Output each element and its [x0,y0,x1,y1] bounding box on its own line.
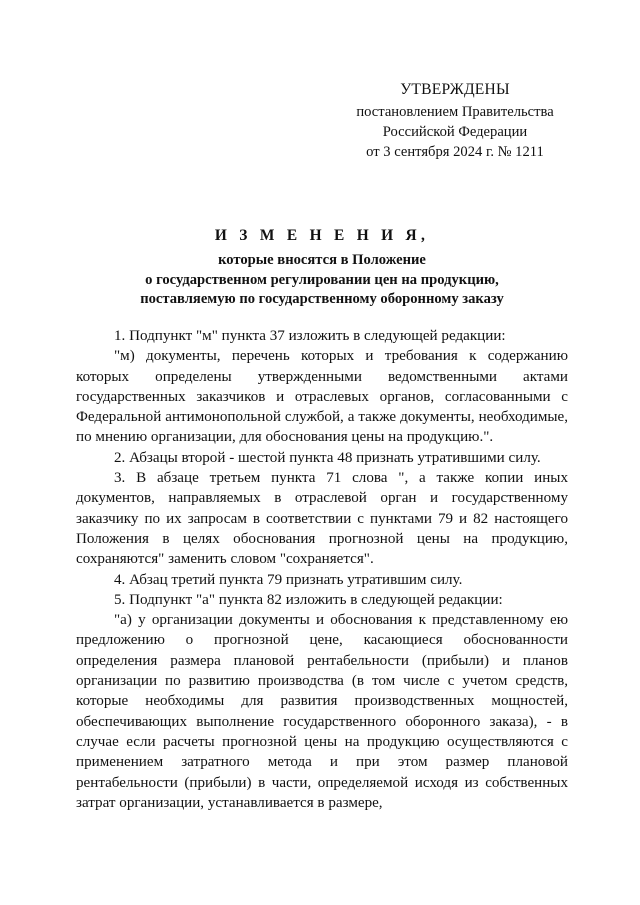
paragraph-3: 2. Абзацы второй - шестой пункта 48 признать утратившими силу. [114,449,541,466]
title-line-3: поставляемую по государственному оборонному заказу [140,291,504,307]
title-line-1: которые вносятся в Положение [218,252,426,268]
paragraph-5: 4. Абзац третий пункта 79 признать утратившим силу. [114,571,463,588]
paragraph-1: 1. Подпункт "м" пункта 37 изложить в следующей редакции: [114,328,506,344]
document-body [76,326,568,813]
approval-stamp [330,80,580,162]
approval-line-2: Российской Федерации [382,124,528,140]
paragraph-7: "а) у организации документы и обоснования к представленному ею предложению о прогнозной цене, касающиеся обоснованности определения размера плановой рентабельности (прибыли) и планов организации по развитию производства (в том числе с учетом средств, которые необходимы для развития производственных мощностей, обеспечивающих выполнение государственного оборонного заказа), - в случае если расчеты прогнозной цены на продукцию осуществляются с применением затратного метода и при этом размер плановой рентабельности (прибыли) в части, определяемой исходя из собственных затрат организации, устанавливается в размере, [76,612,568,811]
paragraph-2: "м) документы, перечень которых и требования к содержанию которых определены утвержденными ведомственными актами государственных заказчиков и отраслевых органов, согласованными с Федеральной антимонопольной службой, а также документы, необходимые, по мнению организации, для обоснования цены на продукцию.". [76,348,568,446]
title-main: И З М Е Н Е Н И Я, [214,227,430,244]
title-line-2: о государственном регулировании цен на продукцию, [145,271,499,288]
document-title [76,226,568,310]
approval-line-1: постановлением Правительства [356,104,554,120]
approval-heading: УТВЕРЖДЕНЫ [400,81,510,98]
paragraph-6: 5. Подпункт "а" пункта 82 изложить в следующей редакции: [114,591,503,608]
approval-line-3: от 3 сентября 2024 г. № 1211 [366,144,544,160]
paragraph-4: 3. В абзаце третьем пункта 71 слова ", а также копии иных документов, направляемых в отраслевой орган и государственному заказчику по их запросам в соответствии с пунктами 79 и 82 настоящего Положения в целях обоснования прогнозной цены на продукцию, сохраняются" заменить словом "сохраняется". [76,470,568,568]
